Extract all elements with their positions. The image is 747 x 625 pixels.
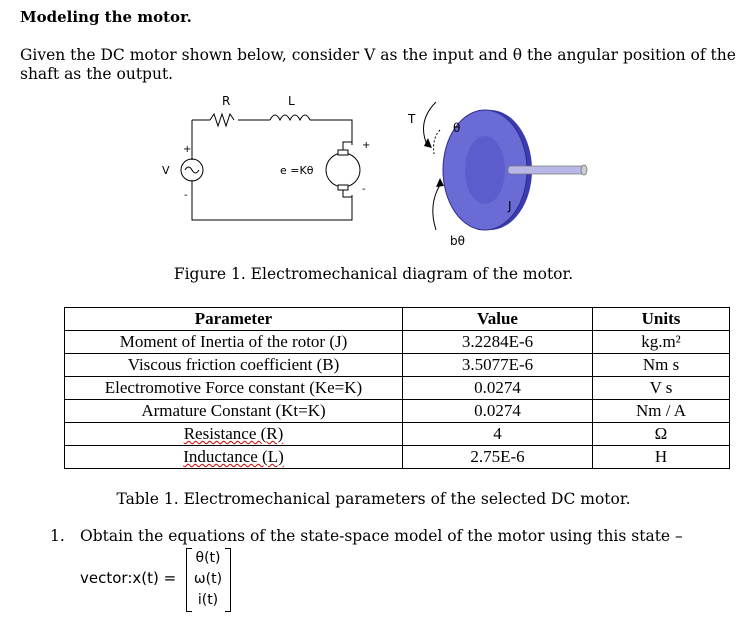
- minus-m: -: [362, 184, 366, 195]
- inductor: [270, 115, 352, 145]
- btheta-label: bθ: [450, 234, 465, 248]
- plus-m: +: [362, 140, 371, 151]
- parameter-table: [64, 307, 730, 469]
- value-cell: 3.5077E-6: [403, 354, 593, 377]
- value-cell: 0.0274: [403, 400, 593, 423]
- units-cell: kg.m²: [593, 331, 730, 354]
- question-text: Obtain the equations of the state-space model of the motor using this state –: [80, 527, 683, 545]
- vector-entry: i(t): [197, 592, 219, 608]
- r-label: R: [222, 94, 231, 108]
- shaft: [508, 166, 584, 174]
- matrix-bracket-right: [225, 548, 231, 612]
- circuit: [181, 114, 360, 220]
- motor-symbol: [326, 153, 360, 187]
- table-row: [65, 400, 730, 423]
- header-value: Value: [403, 308, 593, 331]
- value-cell: 2.75E-6: [403, 446, 593, 469]
- j-label: J: [508, 199, 512, 213]
- table-caption: Table 1. Electromechanical parameters of the selected DC motor.: [116, 490, 631, 508]
- theta-label: θ: [453, 121, 461, 135]
- param-cell: Armature Constant (Kt=K): [65, 400, 403, 423]
- units-cell: Nm s: [593, 354, 730, 377]
- param-cell: Electromotive Force constant (Ke=K): [65, 377, 403, 400]
- question-number: 1.: [50, 527, 65, 545]
- table-row: [65, 354, 730, 377]
- l-label: L: [288, 94, 295, 108]
- value-cell: 0.0274: [403, 377, 593, 400]
- table-row: [65, 423, 730, 446]
- section-title: Modeling the motor.: [20, 8, 192, 26]
- param-cell: Viscous friction coefficient (B): [65, 354, 403, 377]
- table-row: [65, 331, 730, 354]
- table-row: [65, 446, 730, 469]
- table-row: [65, 377, 730, 400]
- header-parameter: Parameter: [65, 308, 403, 331]
- units-cell: V s: [593, 377, 730, 400]
- units-cell: Ω: [593, 423, 730, 446]
- plus-v: +: [183, 144, 192, 155]
- vector-entry: ω(t): [193, 571, 223, 587]
- v-label: V: [162, 164, 170, 177]
- intro-paragraph: Given the DC motor shown below, consider V as the input and θ the angular position of the shaft as the output.: [20, 46, 736, 83]
- vector-entry: θ(t): [195, 550, 221, 566]
- resistor: [192, 114, 270, 126]
- header-units: Units: [593, 308, 730, 331]
- units-cell: Nm / A: [593, 400, 730, 423]
- param-cell: Moment of Inertia of the rotor (J): [65, 331, 403, 354]
- value-cell: 3.2284E-6: [403, 331, 593, 354]
- t-label: T: [408, 112, 416, 126]
- state-vector: [188, 548, 228, 611]
- table-header-row: [65, 308, 730, 331]
- units-cell: H: [593, 446, 730, 469]
- vector-label: vector:x(t) =: [80, 569, 177, 587]
- minus-v: -: [184, 190, 188, 201]
- figure-caption: Figure 1. Electromechanical diagram of the motor.: [173, 265, 574, 283]
- param-cell: Inductance (L): [65, 446, 403, 469]
- rotor-disk: [443, 110, 587, 230]
- param-cell: Resistance (R): [65, 423, 403, 446]
- value-cell: 4: [403, 423, 593, 446]
- emf-label: e =Kθ: [280, 164, 314, 177]
- motor-diagram: [140, 90, 600, 260]
